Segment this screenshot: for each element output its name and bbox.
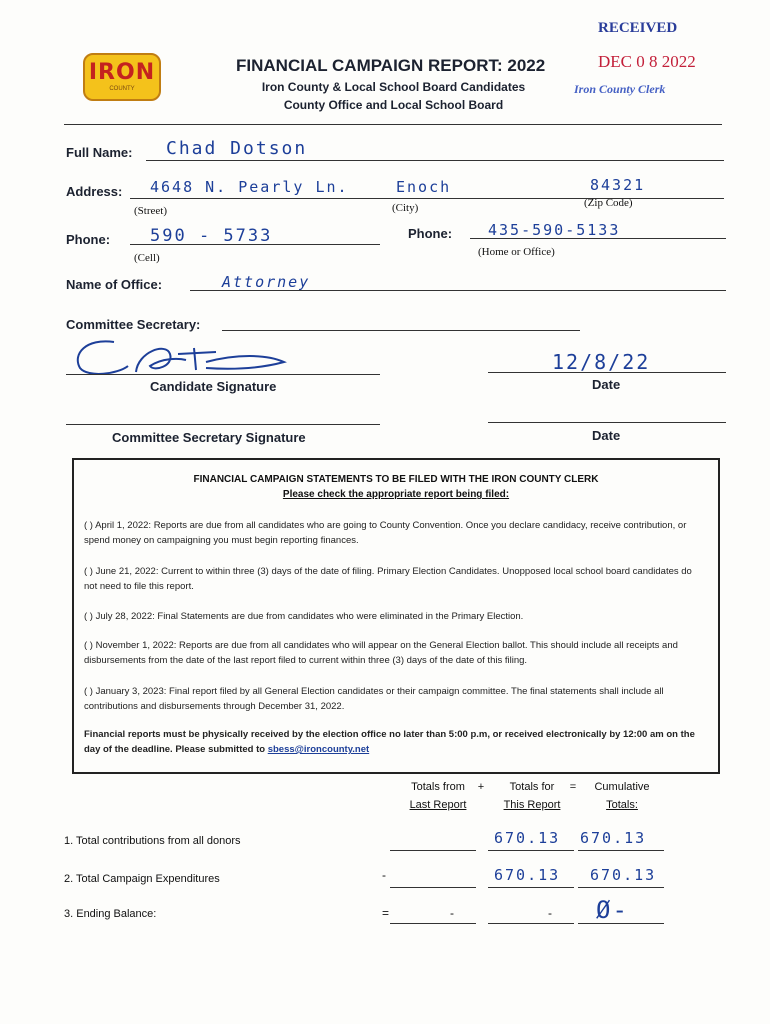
home-phone-value[interactable]: 435-590-5133 bbox=[488, 221, 621, 239]
deadline-text: Financial reports must be physically received by the election office no later than 5:00 p.m, or received electronically by 12:00 am on the day of the deadline. Please submitted to bbox=[84, 729, 695, 755]
row-expenditures-op: - bbox=[382, 868, 386, 882]
candidate-signature-scribble bbox=[66, 332, 296, 380]
address-label: Address: bbox=[66, 184, 123, 199]
received-date: DEC 0 8 2022 bbox=[598, 52, 696, 71]
statement-july[interactable]: ( ) July 28, 2022: Final Statements are due from candidates who were eliminated in the Primary Election. bbox=[84, 611, 524, 622]
city-caption: (City) bbox=[392, 202, 419, 214]
full-name-label: Full Name: bbox=[66, 145, 133, 160]
received-office: Iron County Clerk bbox=[574, 82, 666, 96]
col-last-report-bottom: Last Report bbox=[409, 799, 467, 811]
logo-text: IRON bbox=[88, 60, 156, 85]
col-last-report-top: Totals from bbox=[411, 781, 465, 793]
row-contributions-cum-line bbox=[578, 850, 664, 851]
statement-april[interactable]: ( ) April 1, 2022: Reports are due from all candidates who are going to County Convention. Once you declare candidacy, receive contribution, or spend money on campaigning you must begin reporting finances. bbox=[84, 520, 687, 546]
office-value[interactable]: Attorney bbox=[222, 273, 311, 291]
row-ending-balance-op: = bbox=[382, 906, 390, 920]
street-value[interactable]: 4648 N. Pearly Ln. bbox=[150, 178, 349, 196]
secretary-date-label: Date bbox=[592, 428, 621, 443]
statement-january[interactable]: ( ) January 3, 2023: Final report filed by all General Election candidates or their campaign committee. The final statements shall include all contributions and disbursements through December 31, 2022. bbox=[84, 686, 664, 712]
committee-secretary-line bbox=[222, 330, 580, 331]
home-phone-line bbox=[470, 238, 726, 239]
office-line bbox=[190, 290, 726, 291]
row-contributions-this-line bbox=[488, 850, 574, 851]
row-expenditures-this[interactable]: 670.13 bbox=[494, 866, 561, 884]
candidate-signature-label: Candidate Signature bbox=[150, 379, 277, 394]
row-ending-balance-last-line bbox=[390, 923, 476, 924]
col-this-report-bottom: This Report bbox=[503, 799, 561, 811]
submit-email-link[interactable]: sbess@ironcounty.net bbox=[267, 744, 370, 755]
logo-subtext: COUNTY bbox=[109, 86, 135, 92]
office-label: Name of Office: bbox=[66, 277, 163, 292]
full-name-value[interactable]: Chad Dotson bbox=[166, 138, 308, 159]
secretary-signature-label: Committee Secretary Signature bbox=[112, 430, 306, 445]
row-contributions-label: 1. Total contributions from all donors bbox=[64, 835, 241, 847]
row-ending-balance-this-line bbox=[488, 923, 574, 924]
statements-heading: FINANCIAL CAMPAIGN STATEMENTS TO BE FILED WITH THE IRON COUNTY CLERK bbox=[193, 474, 599, 485]
signature-date-line bbox=[488, 372, 726, 373]
zip-value[interactable]: 84321 bbox=[590, 176, 646, 194]
row-expenditures-cum[interactable]: 670.13 bbox=[590, 866, 657, 884]
candidate-signature-line bbox=[66, 374, 380, 375]
row-expenditures-this-line bbox=[488, 887, 574, 888]
address-line bbox=[130, 198, 724, 199]
statement-deadline bbox=[84, 727, 706, 757]
row-ending-balance-label: 3. Ending Balance: bbox=[64, 908, 157, 920]
secretary-date-line bbox=[488, 422, 726, 423]
col-cumulative-top: Cumulative bbox=[594, 781, 650, 793]
row-contributions-this[interactable]: 670.13 bbox=[494, 829, 561, 847]
row-expenditures-cum-line bbox=[578, 887, 664, 888]
row-ending-balance-last[interactable]: - bbox=[450, 906, 454, 920]
report-subtitle-1: Iron County & Local School Board Candidates bbox=[261, 80, 526, 94]
report-title: FINANCIAL CAMPAIGN REPORT: 2022 bbox=[236, 56, 546, 75]
col-cumulative-bottom: Totals: bbox=[606, 799, 638, 811]
report-subtitle-2: County Office and Local School Board bbox=[283, 98, 504, 112]
row-expenditures-label: 2. Total Campaign Expenditures bbox=[64, 873, 220, 885]
plus-sign: + bbox=[477, 781, 485, 793]
row-contributions-cum[interactable]: 670.13 bbox=[580, 829, 647, 847]
secretary-signature-line bbox=[66, 424, 380, 425]
col-this-report-top: Totals for bbox=[509, 781, 555, 793]
statement-june[interactable]: ( ) June 21, 2022: Current to within three (3) days of the date of filing. Primary Election Candidates. Unopposed local school board candidates do not need to file this report. bbox=[84, 566, 692, 592]
full-name-line bbox=[146, 160, 724, 161]
iron-county-logo bbox=[83, 53, 161, 101]
received-stamp: RECEIVED bbox=[598, 20, 678, 36]
city-value[interactable]: Enoch bbox=[396, 178, 452, 196]
cell-phone-value[interactable]: 590 - 5733 bbox=[150, 226, 273, 246]
cell-caption: (Cell) bbox=[134, 252, 160, 264]
home-caption: (Home or Office) bbox=[478, 246, 555, 258]
cell-phone-line bbox=[130, 244, 380, 245]
statements-subheading: Please check the appropriate report being filed: bbox=[282, 489, 510, 500]
row-ending-balance-cum-line bbox=[578, 923, 664, 924]
header-divider bbox=[64, 124, 722, 125]
row-ending-balance-this[interactable]: - bbox=[548, 906, 552, 920]
row-expenditures-last-line bbox=[390, 887, 476, 888]
street-caption: (Street) bbox=[134, 205, 167, 217]
phone-label: Phone: bbox=[66, 232, 111, 247]
committee-secretary-label: Committee Secretary: bbox=[66, 317, 201, 332]
row-ending-balance-cum[interactable]: Ø- bbox=[596, 896, 629, 924]
statement-november[interactable]: ( ) November 1, 2022: Reports are due from all candidates who will appear on the General Election ballot. This should include all receipts and disbursements from the date of the last report filed to current within three (3) days of the date of this filing. bbox=[84, 640, 678, 666]
phone2-label: Phone: bbox=[408, 226, 453, 241]
signature-date-label: Date bbox=[592, 377, 621, 392]
signature-date-value[interactable]: 12/8/22 bbox=[552, 350, 651, 374]
row-contributions-last-line bbox=[390, 850, 476, 851]
equals-sign: = bbox=[569, 781, 577, 793]
zip-caption: (Zip Code) bbox=[584, 197, 633, 209]
